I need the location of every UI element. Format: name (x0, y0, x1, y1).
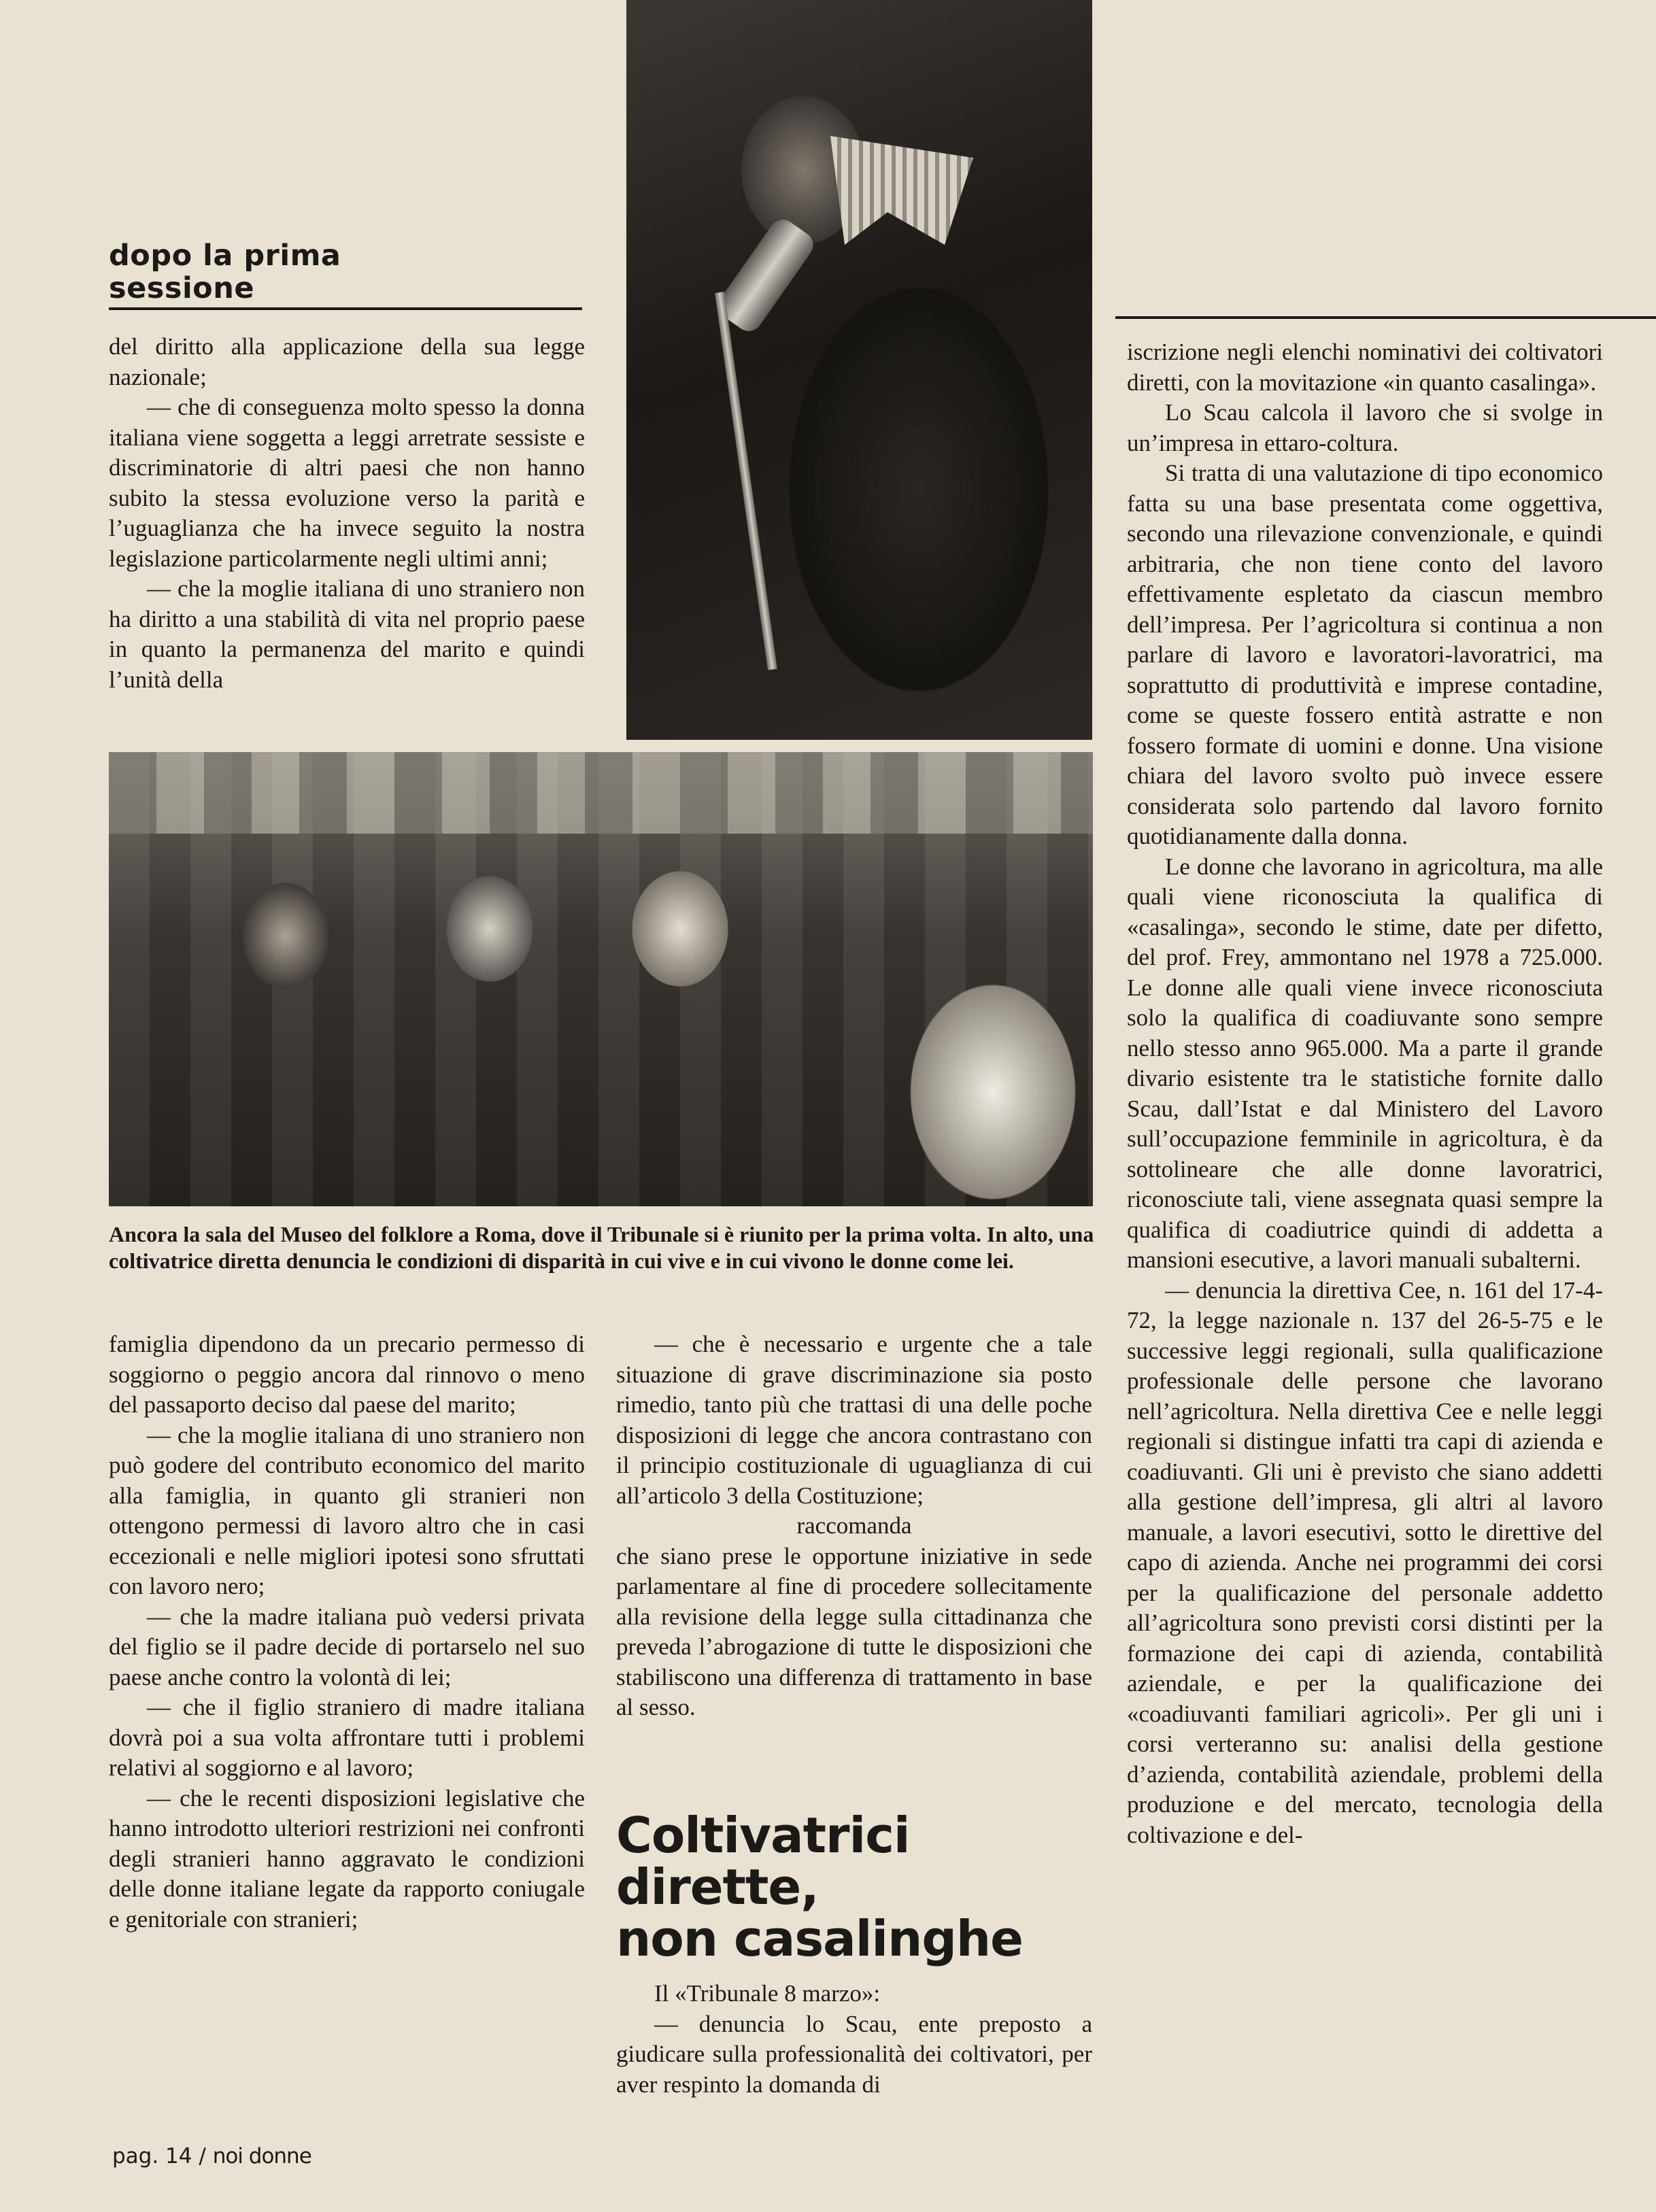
column-middle (616, 1329, 1092, 1723)
photo-farmer-speaking (626, 0, 1092, 740)
photo-caption: Ancora la sala del Museo del folklore a Roma, dove il Tribunale si è riunito per la prima volta. In alto, una coltivatrice diretta denuncia le condizioni di disparità in cui vive e in cui vivono le donne come lei. (109, 1222, 1094, 1273)
headline-line-2: dirette, (616, 1858, 819, 1916)
paragraph-raccomanda: raccomanda (796, 1512, 912, 1539)
photo-detail-collar (830, 136, 973, 245)
paragraph: del diritto alla applicazione della sua legge nazionale; (109, 333, 585, 390)
paragraph: — che è necessario e urgente che a tale situazione di grave discriminazione sia posto rimedio, tanto più che trattasi di una delle poche disposizioni di legge che ancora contrastano con il principio costituzionale di uguaglianza di cui all’articolo 3 della Costituzione; (616, 1331, 1092, 1509)
magazine-name: noi donne (212, 2144, 311, 2168)
paragraph: iscrizione negli elenchi nominativi dei coltivatori diretti, con la movitazione «in quanto casalinga». (1127, 339, 1603, 396)
photo-detail-posters (109, 752, 1093, 834)
paragraph: Lo Scau calcola il lavoro che si svolge in un’impresa in ettaro-coltura. (1127, 399, 1603, 456)
paragraph: — che il figlio straniero di madre italiana dovrà poi a sua volta affrontare tutti i problemi relativi al soggiorno e al lavoro; (109, 1694, 585, 1781)
paragraph: famiglia dipendono da un precario permesso di soggiorno o peggio ancora dal rinnovo o meno del passaporto deciso dal paese del marito; (109, 1331, 585, 1418)
photo-detail-mic-stand (715, 292, 777, 670)
paragraph: Il «Tribunale 8 marzo»: (654, 1980, 881, 2007)
paragraph: — che la madre italiana può vedersi privata del figlio se il padre decide di portarselo nel suo paese anche contro la volontà di lei; (109, 1603, 585, 1690)
paragraph: — che di conseguenza molto spesso la donna italiana viene soggetta a leggi arretrate sessiste e discriminatorie di altri paesi che non hanno subito la stessa evoluzione verso la parità e l’uguaglianza che ha invece seguito la nostra legislazione particolarmente negli ultimi anni; (109, 394, 585, 572)
paragraph: — denuncia lo Scau, ente preposto a giudicare sulla professionalità dei coltivatori, per aver respinto la domanda di (616, 2010, 1092, 2098)
section-kicker (109, 239, 582, 310)
headline-line-1: Coltivatrici (616, 1807, 910, 1864)
page-number: pag. 14 (112, 2144, 192, 2168)
column-rule (1115, 316, 1656, 319)
paragraph: — denuncia la direttiva Cee, n. 161 del 17-4-72, la legge nazionale n. 137 del 26-5-75 e le successive leggi regionali, sulla qualificazione professionale delle persone che lavorano nell’agricoltura. Nella direttiva Cee e nelle leggi regionali si distingue infatti tra capi di azienda e coadiuvanti. Gli uni è previsto che siano addetti alla gestione dell’impresa, gli altri al lavoro manuale, a lavori esecutivi, sotto le direttive del capo di azienda. Anche nei programmi dei corsi per la qualificazione del personale addetto all’agricoltura sono previsti corsi distinti per la formazione dei capi di azienda, contabilità aziendale, e per la qualificazione dei «coadiuvanti familiari agricoli». Per gli uni i corsi verteranno su: analisi della gestione d’azienda, contabilità aziendale, problemi della produzione e del mercato, tecnologia della coltivazione e del- (1127, 1276, 1603, 1848)
column-left-top (109, 332, 585, 695)
headline-line-3: non casalinghe (616, 1910, 1023, 1967)
photo-detail-microphone (713, 214, 819, 336)
column-middle-lower (616, 1979, 1092, 2100)
column-right (1127, 337, 1603, 1850)
paragraph: — che la moglie italiana di uno straniero non può godere del contributo economico del marito alla famiglia, in quanto gli stranieri non ottengono permessi di lavoro altro che in casi eccezionali e nelle migliori ipotesi sono sfruttati con lavoro nero; (109, 1421, 585, 1599)
column-left-bottom (109, 1329, 585, 1935)
article-headline (616, 1807, 1092, 1967)
paragraph: che siano prese le opportune iniziative in sede parlamentare al fine di procedere sollecitamente alla revisione della legge sulla cittadinanza che preveda l’abrogazione di tutte le disposizioni che stabiliscono una differenza di trattamento in base al sesso. (616, 1542, 1092, 1720)
kicker-line-2: sessione (109, 271, 255, 305)
photo-audience-hall (109, 752, 1093, 1206)
paragraph: Si tratta di una valutazione di tipo economico fatta su una base presentata come oggettiva, secondo una rilevazione convenzionale, e quindi arbitraria, che non tiene conto del lavoro effettivamente espletato da ciascun membro dell’impresa. Per l’agricoltura si continua a non parlare di lavoro e lavoratori-lavoratrici, ma soprattutto di produttività e imprese contadine, come se queste fossero entità astratte e non fossero formate di uomini e donne. Una visione chiara del lavoro svolto può invece essere considerata solo partendo dal lavoro fornito quotidianamente dalla donna. (1127, 460, 1603, 849)
paragraph: Le donne che lavorano in agricoltura, ma alle quali viene riconosciuta la qualifica di «casalinga», secondo le stime, date per difetto, del prof. Frey, ammontano nel 1978 a 725.000. Le donne alle quali viene invece riconosciuta solo la qualifica di coadiuvante sono sempre nello stesso anno 965.000. Ma a parte il grande divario esistente tra le statistiche fornite dallo Scau, dall’Istat e dal Ministero del Lavoro sull’occupazione femminile in agricoltura, è da sottolineare che alle donne lavoratrici, riconosciute tali, viene assegnata quasi sempre la qualifica di coadiutrice quindi di addetta a mansioni esecutive, a lavori manuali subalterni. (1127, 853, 1603, 1273)
kicker-line-1: dopo la prima (109, 239, 341, 273)
paragraph: — che la moglie italiana di uno straniero non ha diritto a una stabilità di vita nel proprio paese in quanto la permanenza del marito e quindi l’unità della (109, 575, 585, 693)
paragraph: — che le recenti disposizioni legislative che hanno introdotto ulteriori restrizioni nei confronti degli stranieri hanno aggravato le condizioni delle donne italiane legate da rapporto coniugale e genitoriale con stranieri; (109, 1784, 585, 1933)
page-folio (112, 2144, 311, 2168)
folio-separator: / (199, 2144, 206, 2168)
